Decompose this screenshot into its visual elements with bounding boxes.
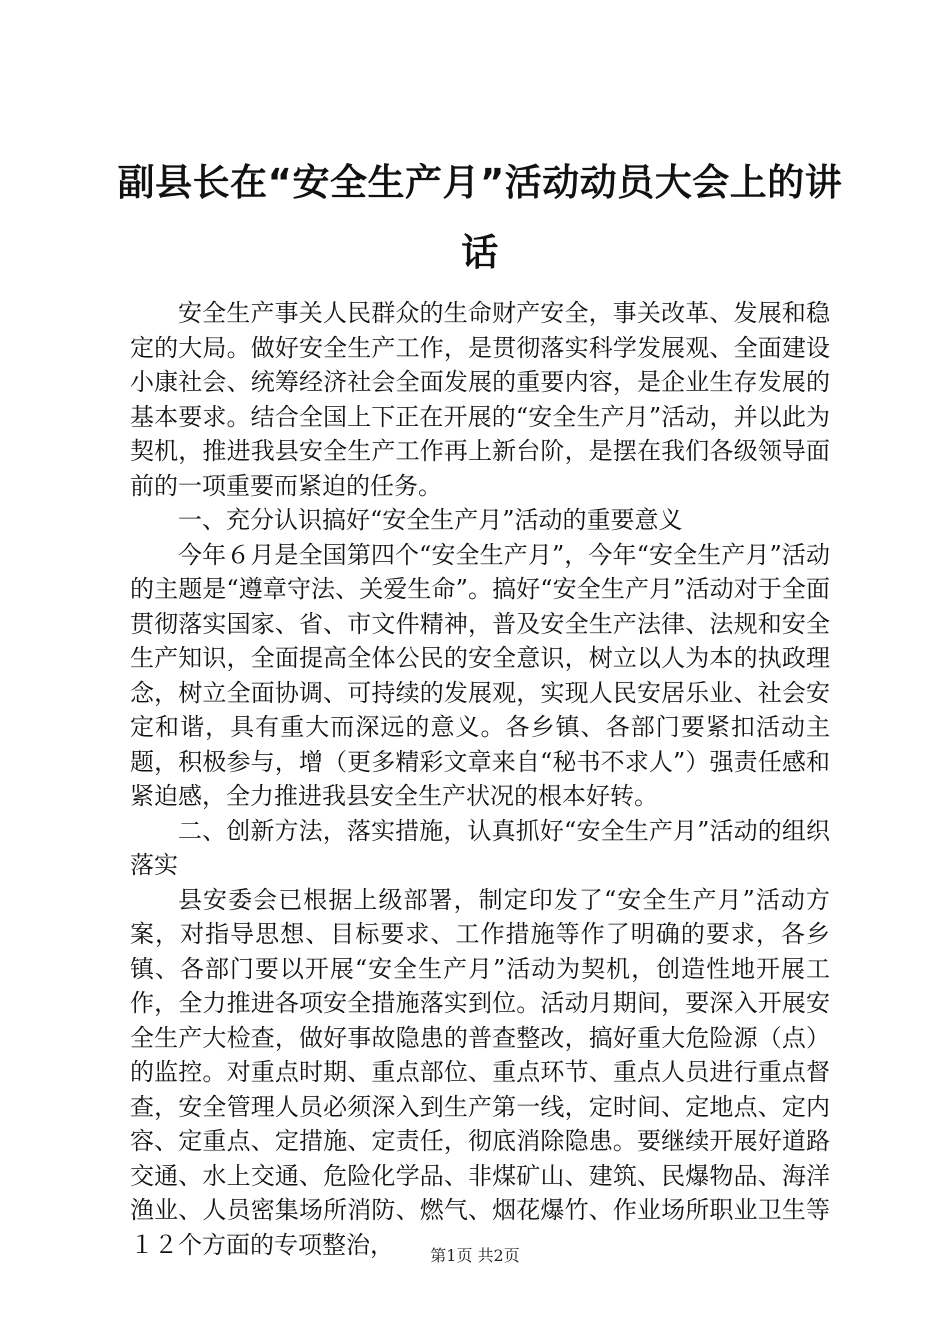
page-footer: 第1页 共2页 [430,1246,520,1265]
section-heading-1: 一、充分认识搞好“安全生产月”活动的重要意义 [178,506,683,534]
paragraph-intro: 安全生产事关人民群众的生命财产安全，事关改革、发展和稳定的大局。做好安全生产工作，是贯彻落实科学发展观、全面建设小康社会、统筹经济社会全面发展的重要内容，是企业生存发展的基本要求。结合全国上下正在开展的“安全生产月”活动，并以此为契机，推进我县安全生产工作再上新台阶，是摆在我们各级领导面前的一项重要而紧迫的任务。 [130,299,830,500]
document-title: 副县长在“安全生产月”活动动员大会上的讲话 [117,161,843,274]
document-body [130,296,830,1262]
paragraph-section-1: 今年６月是全国第四个“安全生产月”，今年“安全生产月”活动的主题是“遵章守法、关爱生命”。搞好“安全生产月”活动对于全面贯彻落实国家、省、市文件精神，普及安全生产法律、法规和安全生产知识，全面提高全体公民的安全意识，树立以人为本的执政理念，树立全面协调、可持续的发展观，实现人民安居乐业、社会安定和谐，具有重大而深远的意义。各乡镇、各部门要紧扣活动主题，积极参与，增（更多精彩文章来自“秘书不求人”）强责任感和紧迫感，全力推进我县安全生产状况的根本好转。 [130,540,830,810]
paragraph-section-2: 县安委会已根据上级部署，制定印发了“安全生产月”活动方案，对指导思想、目标要求、工作措施等作了明确的要求，各乡镇、各部门要以开展“安全生产月”活动为契机，创造性地开展工作，全力推进各项安全措施落实到位。活动月期间，要深入开展安全生产大检查，做好事故隐患的普查整改，搞好重大危险源（点）的监控。对重点时期、重点部位、重点环节、重点人员进行重点督查，安全管理人员必须深入到生产第一线，定时间、定地点、定内容、定重点、定措施、定责任，彻底消除隐患。要继续开展好道路交通、水上交通、危险化学品、非煤矿山、建筑、民爆物品、海洋渔业、人员密集场所消防、燃气、烟花爆竹、作业场所职业卫生等１２个方面的专项整治， [130,885,830,1259]
section-heading-2: 二、创新方法，落实措施，认真抓好“安全生产月”活动的组织落实 [130,816,830,879]
